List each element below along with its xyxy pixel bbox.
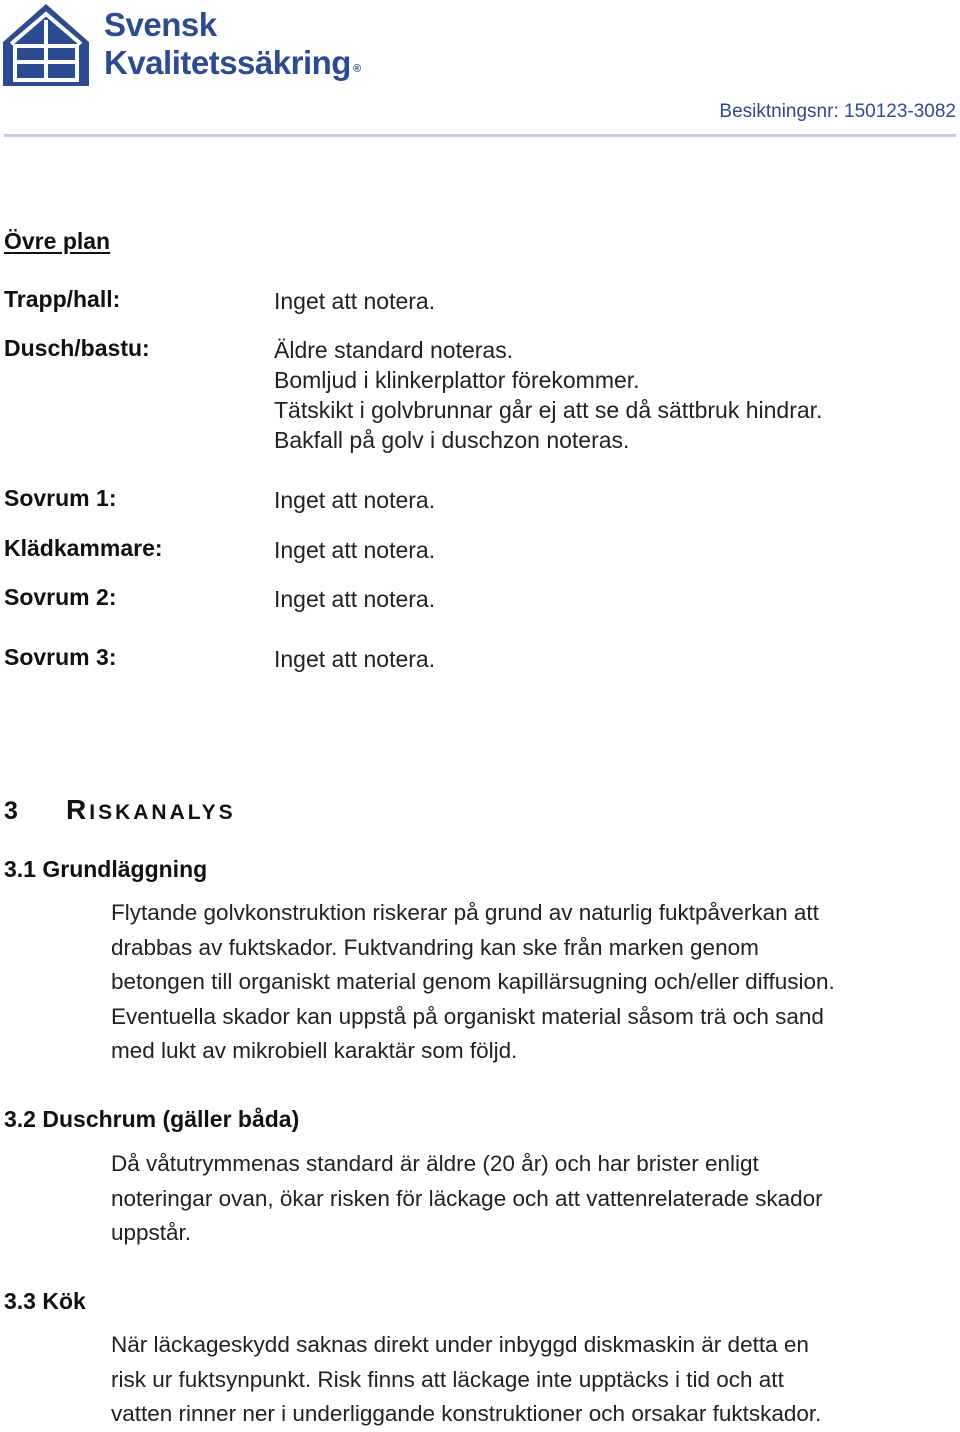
room-notes (274, 286, 435, 316)
room-notes (274, 485, 435, 515)
room-notes (274, 335, 822, 455)
note-line: Inget att notera. (274, 288, 436, 314)
section-title-rest: ISKANALYS (89, 801, 236, 824)
risk-heading (4, 794, 236, 826)
subsection-text (111, 896, 956, 1069)
note-line: Inget att notera. (274, 537, 436, 563)
note-line: Bomljud i klinkerplattor förekommer. (274, 367, 640, 393)
subsection-heading: 3.1 Grundläggning (4, 856, 208, 882)
registered-mark: ® (352, 63, 361, 75)
section-title-initial: R (66, 794, 90, 825)
room-notes (274, 644, 435, 674)
note-line: Inget att notera. (274, 646, 436, 672)
brand-line-1: Svensk (104, 6, 217, 43)
brand-line-2 (104, 44, 361, 82)
subsection-heading: 3.2 Duschrum (gäller båda) (4, 1106, 300, 1132)
text-line: betongen till organiskt material genom kapillärsugning och/eller diffusion. (111, 969, 835, 994)
brand-wordmark (104, 6, 361, 82)
room-label: Trapp/hall: (4, 286, 121, 312)
text-line: drabbas av fuktskador. Fuktvandring kan ske från marken genom (111, 934, 759, 960)
subsection-heading: 3.3 Kök (4, 1288, 86, 1314)
text-line: Eventuella skador kan uppstå på organiskt material såsom trä och sand (111, 1003, 824, 1029)
house-logo-icon (3, 2, 89, 86)
text-line: vatten rinner ner i underliggande konstruktioner och orsakar fuktskador. (111, 1401, 822, 1426)
text-line: Då våtutrymmenas standard är äldre (20 år) och har brister enligt (111, 1151, 759, 1176)
floor-title: Övre plan (4, 228, 111, 254)
brand-line-2-text: Kvalitetssäkring (104, 44, 351, 81)
note-line: Inget att notera. (274, 586, 436, 612)
room-label: Klädkammare: (4, 535, 163, 561)
inspection-number: Besiktningsnr: 150123-3082 (719, 101, 956, 122)
subsection-text (111, 1147, 956, 1251)
room-label: Sovrum 1: (4, 485, 117, 511)
header-divider (4, 134, 956, 137)
room-notes (274, 535, 435, 565)
note-line: Tätskikt i golvbrunnar går ej att se då sättbruk hindrar. (274, 397, 823, 423)
text-line: Flytande golvkonstruktion riskerar på grund av naturlig fuktpåverkan att (111, 900, 819, 925)
subsection-text (111, 1328, 956, 1432)
text-line: med lukt av mikrobiell karaktär som följd. (111, 1038, 518, 1063)
text-line: uppstår. (111, 1220, 192, 1245)
note-line: Bakfall på golv i duschzon noteras. (274, 427, 630, 453)
room-notes (274, 584, 435, 614)
room-label: Dusch/bastu: (4, 335, 150, 361)
section-title (66, 794, 236, 825)
section-number: 3 (4, 797, 18, 825)
room-label: Sovrum 2: (4, 584, 117, 610)
room-label: Sovrum 3: (4, 644, 117, 670)
note-line: Äldre standard noteras. (274, 337, 514, 363)
text-line: När läckageskydd saknas direkt under inbyggd diskmaskin är detta en (111, 1332, 809, 1357)
text-line: noteringar ovan, ökar risken för läckage och att vattenrelaterade skador (111, 1185, 823, 1211)
note-line: Inget att notera. (274, 487, 436, 513)
text-line: risk ur fuktsynpunkt. Risk finns att läckage inte upptäcks i tid och att (111, 1366, 784, 1392)
page-header (0, 0, 960, 142)
